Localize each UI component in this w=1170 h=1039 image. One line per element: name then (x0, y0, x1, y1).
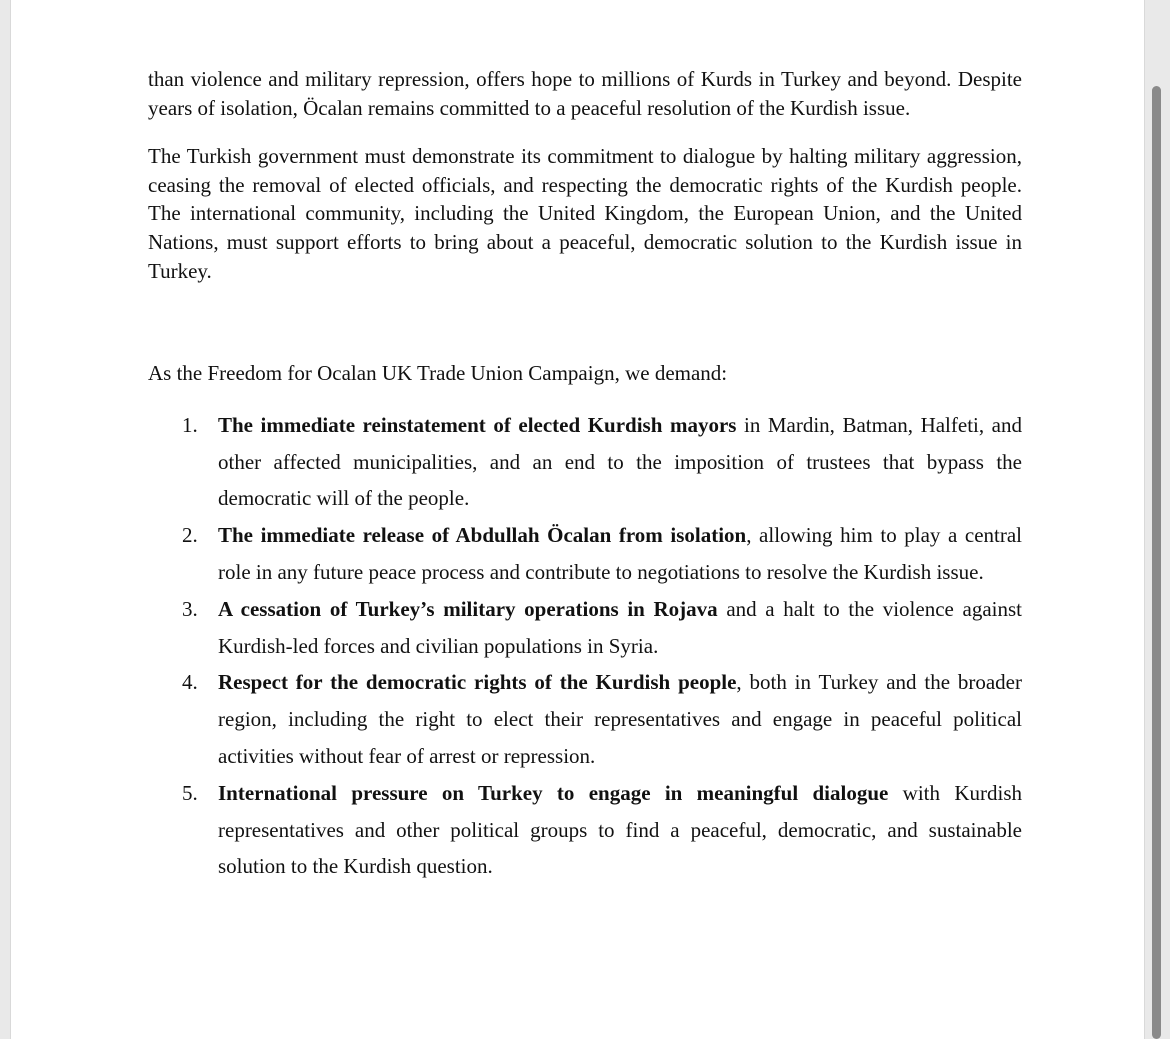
demands-intro: As the Freedom for Ocalan UK Trade Union Campaign, we demand: (148, 361, 728, 386)
page-content (148, 65, 1022, 885)
list-item-2 (148, 517, 1022, 591)
list-item-heading: The immediate reinstatement of elected Kurdish mayors (218, 412, 737, 437)
list-item-text: , both in Turkey and the broader region, including the right to elect their representatives and engage in peaceful political activities without fear of arrest or repression. (218, 670, 1022, 768)
list-number: 4. (182, 670, 198, 695)
list-item-5 (148, 775, 1022, 885)
list-item-heading: A cessation of Turkey’s military operations in Rojava (218, 596, 718, 621)
list-item-text: and a halt to the violence against Kurdish-led forces and civilian populations in Syria. (218, 596, 1022, 658)
vertical-scrollbar[interactable] (1152, 86, 1161, 1039)
list-number: 2. (182, 523, 198, 548)
list-item-heading: International pressure on Turkey to engage in meaningful dialogue (218, 780, 889, 805)
list-number: 1. (182, 412, 198, 437)
paragraph-1: than violence and military repression, offers hope to millions of Kurds in Turkey and beyond. Despite years of isolation, Öcalan remains committed to a peaceful resolution of the Kurdish issue. (148, 67, 1022, 120)
paragraph-2: The Turkish government must demonstrate its commitment to dialogue by halting military aggression, ceasing the removal of elected officials, and respecting the democratic rights of the Kurdish people. The international community, including the United Kingdom, the European Union, and the United Nations, must support efforts to bring about a peaceful, democratic solution to the Kurdish issue in Turkey. (148, 144, 1022, 283)
list-item-text: in Mardin, Batman, Halfeti, and other affected municipalities, and an end to the imposition of trustees that bypass the democratic will of the people. (218, 412, 1022, 511)
list-number: 5. (182, 780, 198, 805)
list-number: 3. (182, 596, 198, 621)
document-page (10, 0, 1145, 1039)
list-item-1 (148, 407, 1022, 517)
list-item-text: , allowing him to play a central role in any future peace process and contribute to negotiations to resolve the Kurdish issue. (218, 523, 1023, 584)
list-item-4 (148, 664, 1022, 774)
demands-list (148, 407, 1022, 885)
list-item-3 (148, 591, 1022, 665)
list-item-heading: The immediate release of Abdullah Öcalan from isolation (218, 523, 747, 548)
list-item-heading: Respect for the democratic rights of the Kurdish people (218, 670, 737, 695)
list-item-text: with Kurdish representatives and other political groups to find a peaceful, democratic, and sustainable solution to the Kurdish question. (218, 780, 1022, 879)
